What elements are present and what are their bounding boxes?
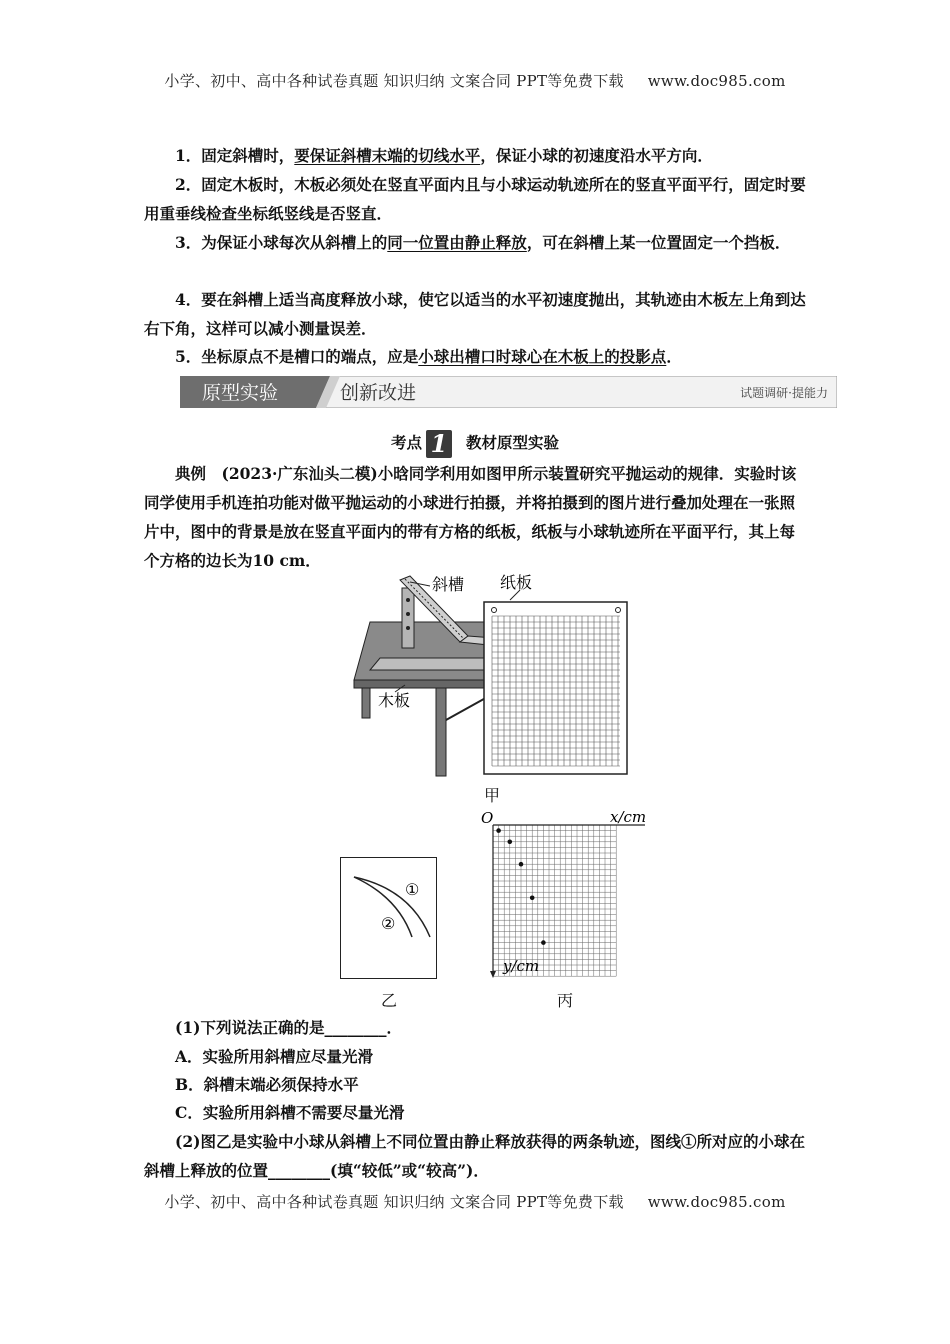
curve-1-label: ① bbox=[405, 880, 420, 899]
note-1-b: ，保证小球的初速度沿水平方向． bbox=[480, 146, 713, 165]
footer-site: www.doc985.com bbox=[647, 1193, 786, 1211]
note-5-a: 5．坐标原点不是槽口的端点，应是 bbox=[175, 347, 419, 366]
chute-label: 斜槽 bbox=[432, 575, 465, 594]
x-axis-label: x/cm bbox=[610, 808, 647, 826]
q1-option-c: C．实验所用斜槽不需要尽量光滑 bbox=[175, 1103, 405, 1122]
banner-left: 原型实验 bbox=[202, 382, 279, 404]
bing-grid bbox=[493, 825, 616, 976]
q1-option-a: A．实验所用斜槽应尽量光滑 bbox=[175, 1047, 374, 1066]
page-footer bbox=[0, 1191, 950, 1212]
example-text: 小晗同学利用如图甲所示装置研究平抛运动的规律．实验时该同学使用手机连拍功能对做平抛运动的小球进行拍摄，并将拍摄到的图片进行叠加处理在一张照片中，图中的背景是放在竖直平面内的带有方格的纸板，纸板与小球轨迹所在平面平行，其上每个方格的边长为10 cm． bbox=[144, 464, 797, 570]
data-point-4 bbox=[530, 896, 535, 901]
note-3-a: 3．为保证小球每次从斜槽上的 bbox=[175, 233, 388, 252]
banner-right: 试题调研·提能力 bbox=[740, 386, 828, 400]
section-banner bbox=[180, 376, 837, 408]
note-5 bbox=[144, 342, 808, 371]
curve-2-label: ② bbox=[381, 914, 396, 933]
table-leg bbox=[436, 688, 446, 776]
board-label: 纸板 bbox=[500, 573, 533, 592]
data-point-2 bbox=[508, 840, 513, 845]
origin-label: O bbox=[481, 809, 494, 827]
example-source: (2023·广东汕头二模) bbox=[221, 464, 378, 483]
data-point-5 bbox=[541, 940, 546, 945]
note-3-b: ，可在斜槽上某一位置固定一个挡板． bbox=[526, 233, 791, 252]
q2-stem: (2)图乙是实验中小球从斜槽上不同位置由静止释放获得的两条轨迹，图线①所对应的小球在斜槽上释放的位置________(填“较低”或“较高”)． bbox=[144, 1132, 805, 1180]
figure-jia bbox=[350, 570, 630, 780]
page-header bbox=[0, 70, 950, 91]
q1-stem: (1)下列说法正确的是________． bbox=[175, 1018, 402, 1037]
note-5-underline: 小球出槽口时球心在木板上的投影点 bbox=[418, 347, 667, 366]
note-3-underline: 同一位置由静止释放 bbox=[387, 233, 527, 252]
data-point-3 bbox=[519, 862, 524, 867]
wood-label: 木板 bbox=[378, 691, 411, 710]
q1-option-b: B．斜槽末端必须保持水平 bbox=[175, 1075, 359, 1094]
yi-label: 乙 bbox=[381, 991, 398, 1010]
note-4: 4．要在斜槽上适当高度释放小球，使它以适当的水平初速度抛出，其轨迹由木板左上角到达右下角，这样可以减小测量误差． bbox=[144, 290, 806, 338]
header-text: 小学、初中、高中各种试卷真题 知识归纳 文案合同 PPT等免费下载 bbox=[164, 72, 624, 90]
chute-stand bbox=[402, 588, 414, 648]
note-2: 2．固定木板时，木板必须处在竖直平面内且与小球运动轨迹所在的竖直平面平行，固定时要用重垂线检查坐标纸竖线是否竖直． bbox=[144, 175, 806, 223]
y-axis-label: y/cm bbox=[503, 957, 540, 975]
example-paragraph bbox=[144, 459, 808, 575]
note-3 bbox=[144, 228, 808, 257]
jia-label: 甲 bbox=[484, 786, 501, 805]
note-1 bbox=[144, 141, 808, 170]
kaodian-label: 考点 bbox=[390, 433, 422, 452]
note-1-a: 1．固定斜槽时， bbox=[175, 146, 295, 165]
data-point-1 bbox=[496, 828, 501, 833]
banner-mid: 创新改进 bbox=[340, 382, 417, 404]
wood-board bbox=[370, 658, 500, 670]
example-lead: 典例 bbox=[175, 464, 207, 483]
note-5-b: ． bbox=[666, 347, 682, 366]
figure-yi bbox=[340, 857, 437, 979]
header-site: www.doc985.com bbox=[647, 72, 786, 90]
footer-text: 小学、初中、高中各种试卷真题 知识归纳 文案合同 PPT等免费下载 bbox=[164, 1193, 624, 1211]
kaodian-num: 1 bbox=[426, 430, 452, 458]
bing-label: 丙 bbox=[557, 991, 574, 1010]
kaodian-title bbox=[0, 430, 950, 458]
note-1-underline: 要保证斜槽末端的切线水平 bbox=[294, 146, 481, 165]
figure-bing bbox=[478, 805, 658, 985]
kaodian-text: 教材原型实验 bbox=[466, 433, 560, 452]
